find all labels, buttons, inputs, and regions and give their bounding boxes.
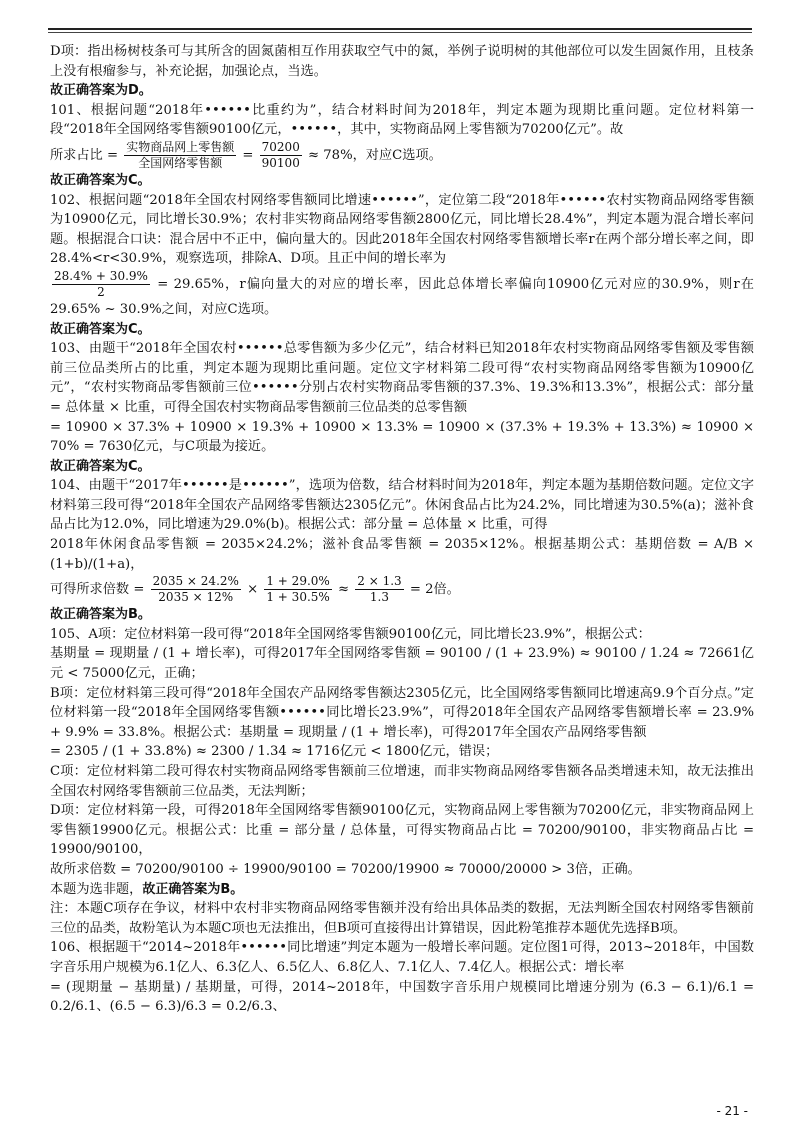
fraction (260, 140, 302, 171)
calc-q106: = (现期量 − 基期量) / 基期量，可得，2014~2018年，中国数字音乐用户规模同比增速分别为 (6.3 − 6.1)/6.1 = 0.2/6.1、(6.5 − 6.3)/6.3 = 0.2/6.3、 (50, 979, 754, 1015)
answer-103: 故正确答案为C。 (50, 458, 151, 474)
numerator: 70200 (261, 139, 300, 154)
header-rule (48, 28, 752, 30)
document-body (50, 42, 754, 1017)
calc-q104-post: = 2倍。 (409, 582, 460, 598)
numerator: 实物商品网上零售额 (126, 139, 235, 154)
paragraph-q105-note: 注：本题C项存在争议，材料中农村非实物商品网络零售额并没有给出具体品类的数据，无法判断全国农村网络零售额前三位的品类，故粉笔认为本题C项也无法推出，但B项可直接得出计算错误，因此粉笔推荐本题优先选择B项。 (50, 901, 754, 936)
denominator: 1 + 30.5% (266, 590, 330, 605)
paragraph-q105-b: B项：定位材料第三段可得“2018年全国农产品网络零售额达2305亿元，比全国网络零售额同比增速高9.9个百分点。”定位材料第一段“2018年全国网络零售额••••••同比增长23.9%”，可得2018年全国农产品网络零售额增长率 = 23.9% + 9.9% = 33.8%。根据公式：基期量 = 现期量 / (1 + 增长率)，可得2017年全国农产品网络零售额 (50, 685, 754, 740)
denominator: 1.3 (369, 590, 389, 605)
numerator: 2035 × 24.2% (152, 574, 239, 589)
fraction (264, 574, 331, 605)
page-number: - 21 - (716, 1104, 748, 1118)
denominator: 全国网络零售额 (138, 155, 223, 170)
paragraph-q101: 101、根据问题“2018年••••••比重约为”，结合材料时间为2018年，判定本题为现期比重问题。定位材料第一段“2018年全国网络零售额90100亿元，••••••，其中，实物商品网上零售额为70200亿元”。故 (50, 102, 754, 138)
calc-q105-d: 故所求倍数 = 70200/90100 ÷ 19900/90100 = 70200/19900 ≈ 70000/20000 > 3倍，正确。 (50, 861, 641, 877)
fraction (124, 140, 236, 171)
calc-q104-pre: 可得所求倍数 = (50, 582, 145, 598)
calc-q104: 可得所求倍数 = $\frac{2035 \times 24.2\%}{2035 \times 12\%}$ × $\frac{1 + 29.0\%}{1 + 30.5\%}$ ≈ $\frac{2 \times 1.3}{1.3}$ = 2倍。 (50, 574, 460, 605)
numerator: 2 × 1.3 (357, 574, 402, 589)
paragraph-q105-d: D项：定位材料第一段，可得2018年全国网络零售额90100亿元，实物商品网上零售额为70200亿元，非实物商品网上零售额19900亿元。根据公式：比重 = 部分量 / 总体量，可得实物商品占比 = 70200/90100，非实物商品占比 = 19900/90100， (50, 803, 754, 858)
paragraph-q104-line2: 2018年休闲食品零售额 = 2035×24.2%；滋补食品零售额 = 2035×12%。根据基期公式：基期倍数 = A/B × (1+b)/(1+a)， (50, 537, 754, 572)
fraction (52, 269, 150, 300)
denominator: 2035 × 12% (158, 590, 234, 605)
calc-q105-a: 基期量 = 现期量 / (1 + 增长率)，可得2017年全国网络零售额 = 90100 / (1 + 23.9%) ≈ 90100 / 1.24 ≈ 72661亿元 < 75000亿元，正确； (50, 646, 754, 682)
paragraph-q105-c: C项：定位材料第二段可得农村实物商品网络零售额前三位增速，而非实物商品网络零售额各品类增速未知，故无法推出全国农村网络零售额前三位品类，无法判断； (50, 764, 754, 799)
denominator: 90100 (261, 155, 300, 170)
calc-q101: 所求占比 = $\frac{\text{实物商品网上零售额}}{\text{全国网络零售额}}$ = $\frac{70200}{90100}$ ≈ 78%，对应C选项。 (50, 139, 442, 170)
paragraph-q106: 106、根据题干“2014~2018年••••••同比增速”判定本题为一般增长率问题。定位图1可得，2013~2018年，中国数字音乐用户规模为6.1亿人、6.3亿人、6.5亿人、6.8亿人、7.1亿人、7.4亿人。根据公式：增长率 (50, 940, 754, 975)
denominator: 2 (97, 284, 105, 299)
fraction (355, 574, 403, 605)
paragraph-d-option: D项：指出杨树枝条可与其所含的固氮菌相互作用获取空气中的氮，举例子说明树的其他部位可以发生固氮作用，且枝条上没有根瘤参与，补充论据，加强论点，当选。 (50, 44, 754, 79)
paragraph-q105-answer (50, 880, 754, 900)
calc-q102-post: = 29.65%，r偏向量大的对应的增长率，因此总体增长率偏向10900亿元对应的30.9%，则r在29.65% ~ 30.9%之间，对应C选项。 (50, 276, 754, 317)
paragraph-q102: 102、根据问题“2018年全国农村网络零售额同比增速••••••”，定位第二段“2018年••••••农村实物商品网络零售额为10900亿元，同比增长30.9%；农村非实物商品网络零售额2800亿元，同比增长28.4%”，判定本题为混合增长率问题。根据混合口诀：混合居中不正中，偏向量大的。因此2018年全国农村网络零售额增长率r在两个部分增长率之间，即28.4%<r<30.9%，观察选项，排除A、D项。且正中间的增长率为 (50, 192, 754, 267)
answer-101: 故正确答案为C。 (50, 172, 151, 188)
q105-multi: 本题为选非题， (50, 881, 143, 897)
paragraph-q104: 104、由题干“2017年••••••是••••••”，选项为倍数，结合材料时间为2018年，判定本题为基期倍数问题。定位文字材料第三段可得“2018年全国农产品网络零售额达2305亿元”。休闲食品占比为24.2%，同比增速为30.5%(a)；滋补食品占比为12.0%，同比增速为29.0%(b)。根据公式：部分量 = 总体量 × 比重，可得 (50, 478, 754, 533)
calc-q101-pre: 所求占比 = (50, 147, 118, 163)
calc-q101-post: ≈ 78%，对应C选项。 (308, 147, 442, 163)
paragraph-q105: 105、A项：定位材料第一段可得“2018年全国网络零售额90100亿元，同比增长23.9%”，根据公式： (50, 626, 651, 642)
calc-q103: = 10900 × 37.3% + 10900 × 19.3% + 10900 × 13.3% = 10900 × (37.3% + 19.3% + 13.3%) ≈ 10900 × 70% = 7630亿元，与C项最为接近。 (50, 419, 754, 455)
answer-102: 故正确答案为C。 (50, 321, 151, 337)
answer-100: 故正确答案为D。 (50, 83, 152, 99)
calc-q105-b: = 2305 / (1 + 33.8%) ≈ 2300 / 1.34 ≈ 1716亿元 < 1800亿元，错误； (50, 744, 499, 760)
paragraph-q103: 103、由题干“2018年全国农村••••••总零售额为多少亿元”，结合材料已知2018年农村实物商品网络零售额及零售额前三位品类所占的比重，判定本题为现期比重问题。定位文字材料第二段可得“农村实物商品网络零售额为10900亿元”，“农村实物商品零售额前三位••••••分别占农村实物商品零售额的37.3%、19.3%和13.3%”，根据公式：部分量 = 总体量 × 比重，可得全国农村实物商品零售额前三位品类的总零售额 (50, 341, 754, 415)
header-rule-thin (48, 32, 752, 33)
answer-104: 故正确答案为B。 (50, 607, 151, 623)
numerator: 1 + 29.0% (266, 574, 330, 589)
calc-q102 (50, 269, 754, 320)
answer-105: 故正确答案为B。 (142, 881, 244, 897)
fraction (151, 574, 241, 605)
numerator: 28.4% + 30.9% (54, 268, 148, 283)
